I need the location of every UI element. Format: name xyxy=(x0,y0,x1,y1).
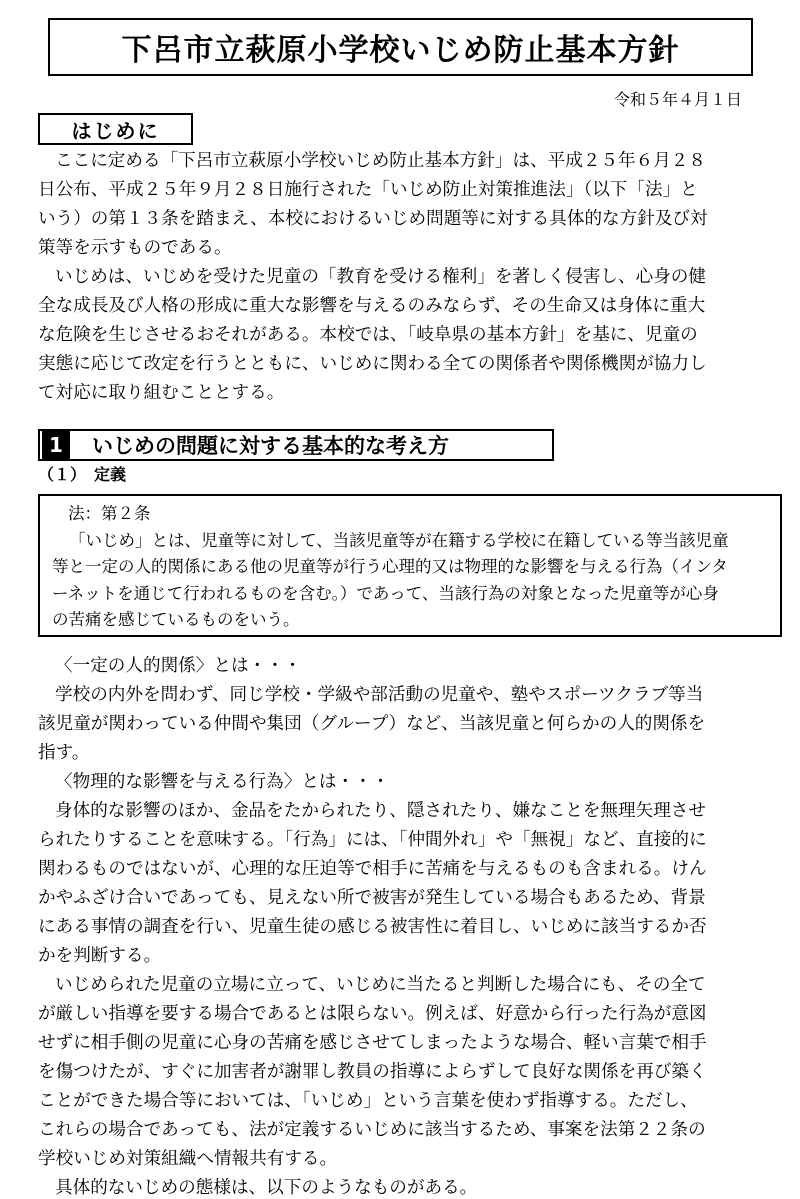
text-line: にある事情の調査を行い、児童生徒の感じる被害性に着目し、いじめに該当するか否 xyxy=(38,917,707,937)
text-line: せずに相手側の児童に心身の苦痛を感じさせてしまったような場合、軽い言葉で相手 xyxy=(38,1033,707,1053)
text-line: 学校いじめ対策組織へ情報共有する。 xyxy=(38,1149,338,1169)
intro-paragraph-2 xyxy=(38,263,778,408)
definition-body xyxy=(38,652,778,1199)
law-text-line: 等と一定の人的関係にある他の児童等が行う心理的又は物理的な影響を与える行為（インタ xyxy=(52,557,728,576)
text-line: 日公布、平成２５年９月２８日施行された「いじめ防止対策推進法」（以下「法」と xyxy=(38,180,698,200)
closing-line: 具体的ないじめの態様は、以下のようなものがある。 xyxy=(55,1178,478,1198)
text-line: 指す。 xyxy=(38,743,90,763)
document-title-text: 下呂市立萩原小学校いじめ防止基本方針 xyxy=(121,33,680,68)
text-line: 実態に応じて改定を行うとともに、いじめに関わる全ての関係者や関係機関が協力し xyxy=(38,354,707,374)
law-text-line: の苦痛を感じているものをいう。 xyxy=(52,610,300,629)
intro-heading-text: はじめに xyxy=(71,118,160,143)
text-line: かを判断する。 xyxy=(38,946,162,966)
text-line: いじめられた児童の立場に立って、いじめに当たると判断した場合にも、その全て xyxy=(55,975,706,995)
law-article-label: 法：第２条 xyxy=(68,504,151,523)
intro-paragraph-1 xyxy=(38,147,778,263)
intro-heading xyxy=(38,113,193,145)
text-line: 策等を示すものである。 xyxy=(38,238,232,258)
physical-label: 〈物理的な影響を与える行為〉とは・・・ xyxy=(55,772,390,792)
text-line: て対応に取り組むこととする。 xyxy=(38,383,285,403)
text-line: 関わるものではないが、心理的な圧迫等で相手に苦痛を与えるものも含まれる。けん xyxy=(38,859,707,879)
section-1-heading-text: いじめの問題に対する基本的な考え方 xyxy=(92,434,449,458)
text-line: 学校の内外を問わず、同じ学校・学級や部活動の児童や、塾やスポーツクラブ等当 xyxy=(55,685,704,705)
text-line: かやふざけ合いであっても、見えない所で被害が発生している場合もあるため、背景 xyxy=(38,888,706,908)
text-line: これらの場合であっても、法が定義するいじめに該当するため、事案を法第２２条の xyxy=(38,1120,706,1140)
human-relation-label: 〈一定の人的関係〉とは・・・ xyxy=(55,656,302,676)
subsection-definition-heading: （１） 定義 xyxy=(38,465,127,484)
text-line: られたりすることを意味する。「行為」には、「仲間外れ」や「無視」など、直接的に xyxy=(38,830,707,850)
text-line: を傷つけたが、すぐに加害者が謝罪し教員の指導によらずして良好な関係を再び築く xyxy=(38,1062,707,1082)
text-line: 該児童が関わっている仲間や集団（グループ）など、当該児童と何らかの人的関係を xyxy=(38,714,706,734)
text-line: 身体的な影響のほか、金品をたかられたり、隠されたり、嫌なことを無理矢理させ xyxy=(55,801,706,821)
text-line: いじめは、いじめを受けた児童の「教育を受ける権利」を著しく侵害し、心身の健 xyxy=(55,267,706,287)
law-text-line: 「いじめ」とは、児童等に対して、当該児童等が在籍する学校に在籍している等当該児童 xyxy=(69,530,729,550)
text-line: いう）の第１３条を踏まえ、本校におけるいじめ問題等に対する具体的な方針及び対 xyxy=(38,209,708,229)
text-line: 全な成長及び人格の形成に重大な影響を与えるのみならず、その生命又は身体に重大 xyxy=(38,296,706,316)
document-title xyxy=(48,18,753,76)
text-line: な危険を生じさせるおそれがある。本校では、「岐阜県の基本方針」を基に、児童の xyxy=(38,325,698,345)
section-number-badge: 1 xyxy=(42,431,70,459)
document-date: 令和５年４月１日 xyxy=(613,90,742,109)
law-text-line: ーネットを通じて行われるものを含む。）であって、当該行為の対象となった児童等が心身 xyxy=(52,583,719,603)
law-article-box xyxy=(38,494,782,637)
text-line: ここに定める「下呂市立萩原小学校いじめ防止基本方針」は、平成２５年６月２８ xyxy=(55,151,706,171)
text-line: ことができた場合等においては、「いじめ」という言葉を使わず指導する。ただし、 xyxy=(38,1091,698,1111)
text-line: が厳しい指導を要する場合であるとは限らない。例えば、好意から行った行為が意図 xyxy=(38,1004,707,1024)
section-1-heading xyxy=(38,429,554,461)
